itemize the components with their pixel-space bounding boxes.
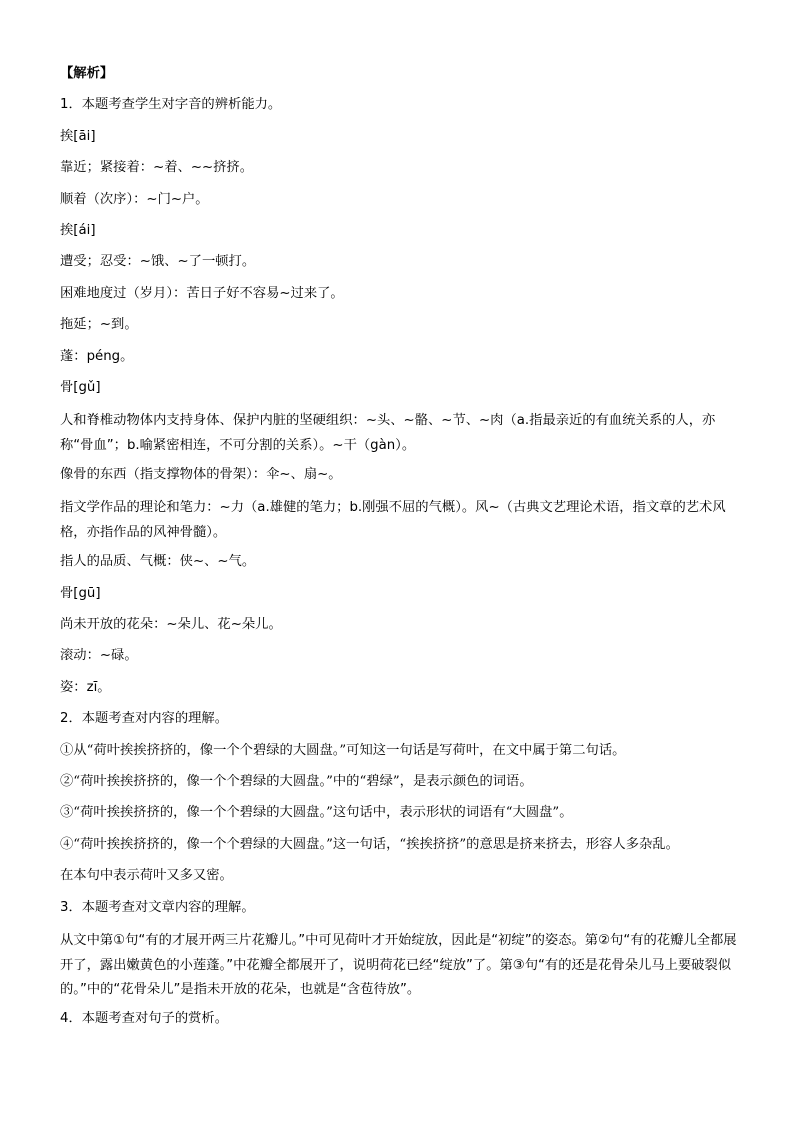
- definition-line: 遭受；忍受：~饿、~了一顿打。: [60, 254, 256, 270]
- definition-line: 拖延；~到。: [60, 317, 138, 333]
- answer-paragraph: 从文中第①句“有的才展开两三片花瓣儿。”中可见荷叶才开始绽放，因此是“初绽”的姿态。第②句“有的花瓣儿全都展开了，露出嫩黄色的小莲蓬。”中花瓣全都展开了，说明荷花已经“绽放”了。第③句“有的还是花骨朵儿马上要破裂似的。”中的“花骨朵儿”是指未开放的花朵，也就是“含苞待放”。: [60, 932, 737, 998]
- definition-line: 滚动：~碌。: [60, 648, 138, 664]
- pronunciation-entry: 挨[ái]: [60, 222, 96, 238]
- definition-paragraph: 指文学作品的理论和笔力：~力（a.雄健的笔力；b.刚强不屈的气概）。风~（古典文艺理论术语，指文章的艺术风格，亦指作品的风神骨髓）。: [60, 500, 726, 541]
- definition-paragraph: 人和脊椎动物体内支持身体、保护内脏的坚硬组织：~头、~骼、~节、~肉（a.指最亲近的有血统关系的人，亦称“骨血”；b.喻紧密相连，不可分割的关系）。~干（gàn）。: [60, 413, 716, 453]
- pronunciation-entry: 姿：zī。: [60, 679, 111, 695]
- answer-item: ①从“荷叶挨挨挤挤的，像一个个碧绿的大圆盘。”可知这一句话是写荷叶，在文中属于第二句话。: [60, 742, 626, 758]
- question-2-title: 2．本题考查对内容的理解。: [60, 711, 229, 727]
- definition-line: 像骨的东西（指支撑物体的骨架）：伞~、扇~。: [60, 467, 342, 483]
- definition-line: 尚未开放的花朵：~朵儿、花~朵儿。: [60, 617, 282, 633]
- question-3-title: 3．本题考查对文章内容的理解。: [60, 899, 255, 915]
- pronunciation-entry: 蓬：péng。: [60, 348, 134, 364]
- answer-item: ③“荷叶挨挨挤挤的，像一个个碧绿的大圆盘。”这句话中，表示形状的词语有“大圆盘”。: [60, 805, 573, 821]
- pronunciation-entry: 骨[gǔ]: [60, 379, 101, 395]
- pronunciation-entry: 骨[gū]: [60, 585, 101, 601]
- section-heading: 【解析】: [60, 66, 114, 81]
- definition-line: 指人的品质、气概：侠~、~气。: [60, 554, 256, 570]
- pronunciation-entry: 挨[āi]: [60, 128, 96, 144]
- question-1-title: 1．本题考查学生对字音的辨析能力。: [60, 97, 282, 113]
- definition-line: 靠近；紧接着：~着、~~挤挤。: [60, 160, 253, 176]
- definition-line: 顺着（次序）：~门~户。: [60, 191, 209, 207]
- answer-item: ②“荷叶挨挨挤挤的，像一个个碧绿的大圆盘。”中的“碧绿”，是表示颜色的词语。: [60, 773, 533, 789]
- answer-note: 在本句中表示荷叶又多又密。: [60, 868, 233, 884]
- question-4-title: 4．本题考查对句子的赏析。: [60, 1011, 229, 1027]
- answer-item: ④“荷叶挨挨挤挤的，像一个个碧绿的大圆盘。”这一句话，“挨挨挤挤”的意思是挤来挤去，形容人多杂乱。: [60, 836, 679, 852]
- definition-line: 困难地度过（岁月）：苦日子好不容易~过来了。: [60, 285, 344, 301]
- analysis-section: [60, 64, 740, 1041]
